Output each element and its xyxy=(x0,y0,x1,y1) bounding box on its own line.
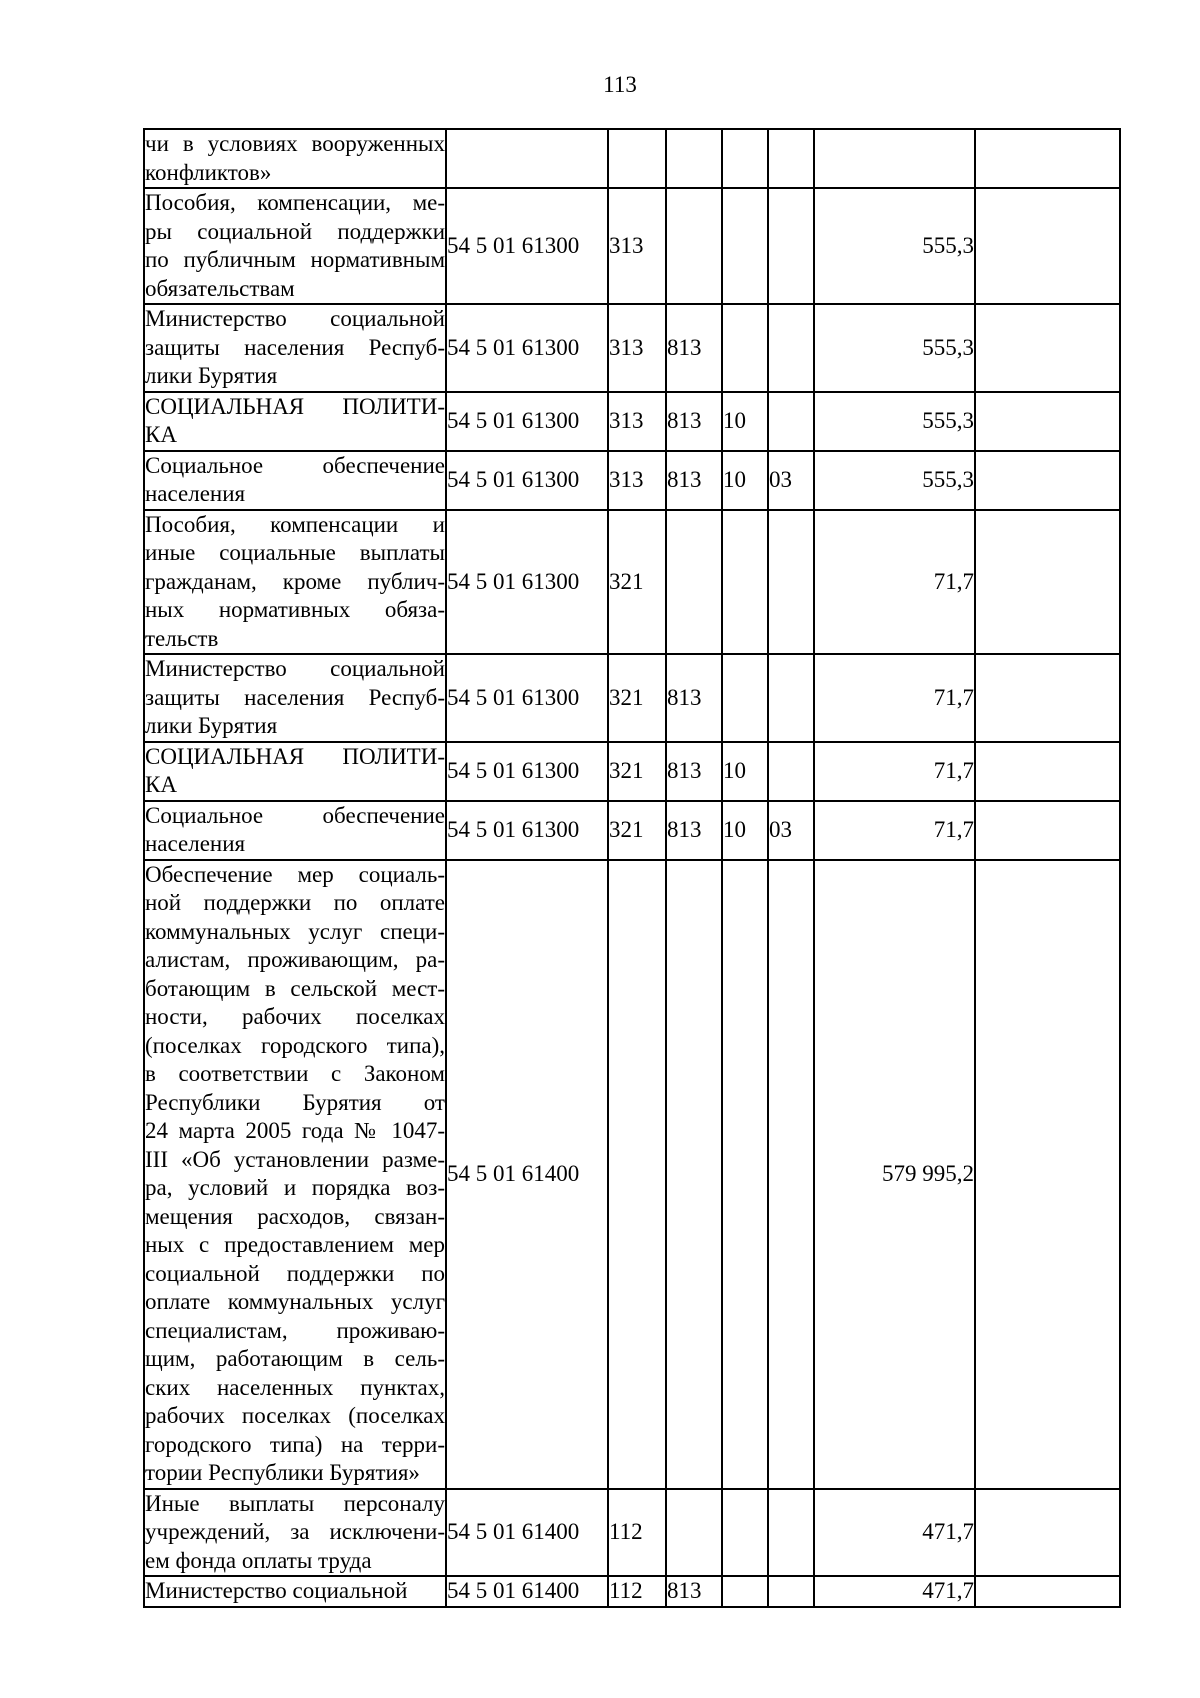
row-name-line: Обеспечение мер социаль- xyxy=(145,861,445,887)
table-body xyxy=(144,129,1120,1607)
row-name-line: Министерство социальной xyxy=(145,306,445,331)
row-name-line: Республики Бурятия от xyxy=(145,1089,445,1115)
target-article-code: 54 5 01 61400 xyxy=(446,1576,608,1607)
row-name-line: обязательствам xyxy=(145,275,295,301)
ministry-code xyxy=(666,510,722,655)
row-name-line: алистам, проживающим, ра- xyxy=(145,947,445,972)
extra-amount xyxy=(975,188,1120,304)
amount: 579 995,2 xyxy=(814,860,975,1489)
row-name-line: Пособия, компенсации и xyxy=(145,511,445,537)
row-name xyxy=(144,801,446,860)
table-row xyxy=(144,801,1120,860)
row-name-line: ности, рабочих поселках xyxy=(145,1004,445,1029)
row-name xyxy=(144,654,446,742)
row-name-line: СОЦИАЛЬНАЯ ПОЛИТИ- xyxy=(145,743,445,769)
amount: 555,3 xyxy=(814,392,975,451)
amount: 555,3 xyxy=(814,188,975,304)
section-code xyxy=(722,304,768,392)
extra-amount xyxy=(975,654,1120,742)
table-row xyxy=(144,510,1120,655)
extra-amount xyxy=(975,1489,1120,1577)
row-name-line: ных нормативных обяза- xyxy=(145,597,445,622)
row-name-line: рабочих поселках (поселках xyxy=(145,1403,445,1428)
table-row xyxy=(144,392,1120,451)
target-article-code: 54 5 01 61300 xyxy=(446,742,608,801)
ministry-code: 813 xyxy=(666,451,722,510)
amount: 555,3 xyxy=(814,451,975,510)
row-name-line: в соответствии с Законом xyxy=(145,1061,445,1086)
subsection-code xyxy=(768,654,814,742)
table-row xyxy=(144,742,1120,801)
table-row xyxy=(144,860,1120,1489)
table-row xyxy=(144,451,1120,510)
extra-amount xyxy=(975,1576,1120,1607)
extra-amount xyxy=(975,304,1120,392)
amount: 71,7 xyxy=(814,742,975,801)
row-name-line: коммунальных услуг специ- xyxy=(145,918,445,944)
subsection-code xyxy=(768,304,814,392)
row-name-line: защиты населения Респуб- xyxy=(145,334,445,360)
row-name-line: ной поддержки по оплате xyxy=(145,890,445,915)
row-name xyxy=(144,510,446,655)
target-article-code: 54 5 01 61300 xyxy=(446,188,608,304)
extra-amount xyxy=(975,129,1120,188)
expense-type-code: 112 xyxy=(608,1576,666,1607)
expense-type-code: 321 xyxy=(608,510,666,655)
row-name-line: тории Республики Бурятия» xyxy=(145,1460,420,1485)
ministry-code: 813 xyxy=(666,801,722,860)
row-name-line: населения xyxy=(145,831,246,856)
target-article-code: 54 5 01 61300 xyxy=(446,510,608,655)
row-name-line: чи в условиях вооруженных xyxy=(145,131,445,156)
section-code: 10 xyxy=(722,801,768,860)
row-name xyxy=(144,860,446,1489)
section-code xyxy=(722,654,768,742)
row-name-line: ем фонда оплаты труда xyxy=(145,1547,372,1573)
row-name xyxy=(144,392,446,451)
row-name-line: III «Об установлении разме- xyxy=(145,1146,445,1172)
ministry-code xyxy=(666,1489,722,1577)
row-name-line: Социальное обеспечение xyxy=(145,452,445,478)
row-name-line: специалистам, проживаю- xyxy=(145,1317,445,1343)
subsection-code xyxy=(768,1576,814,1607)
row-name-line: Министерство социальной xyxy=(145,656,445,681)
ministry-code xyxy=(666,860,722,1489)
target-article-code: 54 5 01 61300 xyxy=(446,801,608,860)
row-name-line: городского типа) на терри- xyxy=(145,1431,445,1457)
row-name-line: Иные выплаты персоналу xyxy=(145,1490,445,1516)
row-name-line: лики Бурятия xyxy=(145,363,278,388)
ministry-code xyxy=(666,129,722,188)
target-article-code: 54 5 01 61400 xyxy=(446,860,608,1489)
subsection-code xyxy=(768,510,814,655)
ministry-code: 813 xyxy=(666,742,722,801)
expense-type-code: 321 xyxy=(608,654,666,742)
target-article-code: 54 5 01 61400 xyxy=(446,1489,608,1577)
section-code: 10 xyxy=(722,392,768,451)
expense-type-code xyxy=(608,129,666,188)
row-name-line: ботающим в сельской мест- xyxy=(145,975,445,1001)
subsection-code xyxy=(768,1489,814,1577)
subsection-code xyxy=(768,188,814,304)
target-article-code: 54 5 01 61300 xyxy=(446,304,608,392)
extra-amount xyxy=(975,742,1120,801)
target-article-code: 54 5 01 61300 xyxy=(446,392,608,451)
row-name-line: Министерство социальной xyxy=(145,1578,408,1603)
table-row xyxy=(144,654,1120,742)
amount xyxy=(814,129,975,188)
extra-amount xyxy=(975,510,1120,655)
target-article-code: 54 5 01 61300 xyxy=(446,451,608,510)
table-row xyxy=(144,1576,1120,1607)
amount: 471,7 xyxy=(814,1576,975,1607)
row-name-line: Пособия, компенсации, ме- xyxy=(145,190,445,215)
row-name-line: тельств xyxy=(145,625,219,651)
expense-type-code: 321 xyxy=(608,801,666,860)
subsection-code xyxy=(768,392,814,451)
row-name-line: ра, условий и порядка воз- xyxy=(145,1175,445,1200)
extra-amount xyxy=(975,451,1120,510)
row-name-line: щим, работающим в сель- xyxy=(145,1346,445,1371)
section-code xyxy=(722,1489,768,1577)
subsection-code xyxy=(768,742,814,801)
expense-type-code: 313 xyxy=(608,304,666,392)
expense-type-code: 112 xyxy=(608,1489,666,1577)
section-code xyxy=(722,129,768,188)
amount: 471,7 xyxy=(814,1489,975,1577)
row-name-line: КА xyxy=(145,422,177,447)
expense-type-code: 313 xyxy=(608,451,666,510)
target-article-code xyxy=(446,129,608,188)
table-row xyxy=(144,188,1120,304)
row-name-line: СОЦИАЛЬНАЯ ПОЛИТИ- xyxy=(145,393,445,419)
row-name xyxy=(144,304,446,392)
row-name-line: ных с предоставлением мер xyxy=(145,1232,445,1257)
amount: 71,7 xyxy=(814,510,975,655)
section-code: 10 xyxy=(722,742,768,801)
ministry-code: 813 xyxy=(666,392,722,451)
target-article-code: 54 5 01 61300 xyxy=(446,654,608,742)
row-name-line: социальной поддержки по xyxy=(145,1260,445,1286)
row-name xyxy=(144,742,446,801)
expense-type-code: 321 xyxy=(608,742,666,801)
row-name-line: иные социальные выплаты xyxy=(145,540,445,565)
subsection-code xyxy=(768,129,814,188)
row-name-line: населения xyxy=(145,481,246,506)
row-name-line: ских населенных пунктах, xyxy=(145,1374,445,1400)
subsection-code: 03 xyxy=(768,801,814,860)
row-name-line: 24 марта 2005 года № 1047- xyxy=(145,1118,445,1143)
section-code: 10 xyxy=(722,451,768,510)
section-code xyxy=(722,188,768,304)
row-name-line: лики Бурятия xyxy=(145,713,278,738)
row-name xyxy=(144,1576,446,1607)
extra-amount xyxy=(975,860,1120,1489)
table-row xyxy=(144,129,1120,188)
row-name-line: конфликтов» xyxy=(145,159,272,185)
row-name-line: оплате коммунальных услуг xyxy=(145,1289,445,1314)
row-name-line: гражданам, кроме публич- xyxy=(145,568,445,594)
section-code xyxy=(722,1576,768,1607)
table-row xyxy=(144,1489,1120,1577)
row-name-line: ры социальной поддержки xyxy=(145,218,445,244)
row-name-line: КА xyxy=(145,772,177,797)
ministry-code: 813 xyxy=(666,1576,722,1607)
section-code xyxy=(722,860,768,1489)
extra-amount xyxy=(975,392,1120,451)
section-code xyxy=(722,510,768,655)
row-name xyxy=(144,451,446,510)
row-name xyxy=(144,129,446,188)
amount: 555,3 xyxy=(814,304,975,392)
expense-type-code xyxy=(608,860,666,1489)
row-name-line: мещения расходов, связан- xyxy=(145,1203,445,1229)
row-name-line: (поселках городского типа), xyxy=(145,1032,445,1058)
amount: 71,7 xyxy=(814,654,975,742)
row-name-line: учреждений, за исключени- xyxy=(145,1519,445,1544)
row-name-line: защиты населения Респуб- xyxy=(145,684,445,710)
ministry-code: 813 xyxy=(666,654,722,742)
expense-type-code: 313 xyxy=(608,188,666,304)
subsection-code: 03 xyxy=(768,451,814,510)
subsection-code xyxy=(768,860,814,1489)
table-row xyxy=(144,304,1120,392)
row-name xyxy=(144,1489,446,1577)
budget-table xyxy=(143,128,1121,1608)
ministry-code xyxy=(666,188,722,304)
row-name-line: Социальное обеспечение xyxy=(145,802,445,828)
page-number: 113 xyxy=(603,72,637,97)
ministry-code: 813 xyxy=(666,304,722,392)
expense-type-code: 313 xyxy=(608,392,666,451)
row-name xyxy=(144,188,446,304)
row-name-line: по публичным нормативным xyxy=(145,247,445,272)
amount: 71,7 xyxy=(814,801,975,860)
extra-amount xyxy=(975,801,1120,860)
